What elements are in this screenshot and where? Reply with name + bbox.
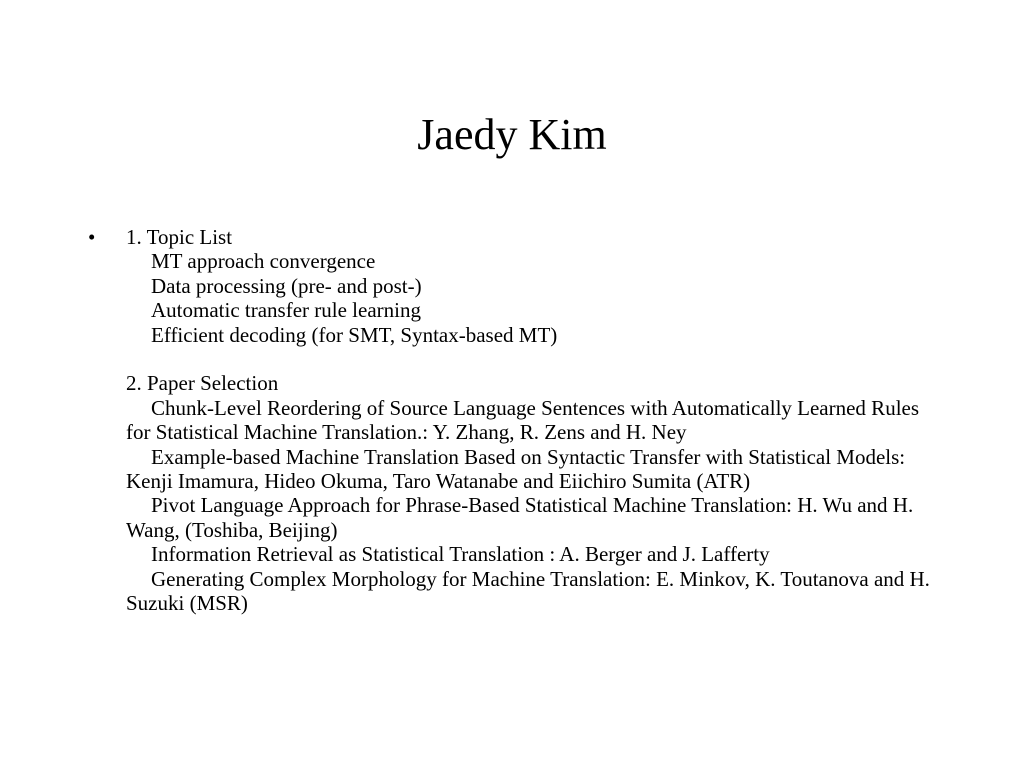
- paper-item: [126, 445, 938, 494]
- paper-selection-heading: 2. Paper Selection: [126, 371, 279, 396]
- slide-body: [126, 225, 938, 615]
- paper-item-text: Example-based Machine Translation Based on Syntactic Transfer with Statistical Models: Kenji Imamura, Hideo Okuma, Taro Watanabe and Eiichiro Sumita (ATR): [126, 444, 906, 494]
- paper-item-text: Generating Complex Morphology for Machine Translation: E. Minkov, K. Toutanova and H. Suzuki (MSR): [126, 566, 930, 616]
- paper-item: [126, 493, 938, 542]
- paper-item: [126, 567, 938, 616]
- paper-item: [126, 542, 938, 566]
- paper-item-text: Pivot Language Approach for Phrase-Based Statistical Machine Translation: H. Wu and H. Wang, (Toshiba, Beijing): [126, 493, 914, 542]
- paper-item-text: Chunk-Level Reordering of Source Language Sentences with Automatically Learned Rules for Statistical Machine Translation.: Y. Zhang, R. Zens and H. Ney: [126, 395, 920, 445]
- topic-item: Data processing (pre- and post-): [151, 273, 422, 298]
- paper-item: [126, 396, 938, 445]
- topic-list-heading: 1. Topic List: [126, 225, 233, 249]
- paper-item-text: Information Retrieval as Statistical Translation : A. Berger and J. Lafferty: [151, 542, 770, 567]
- topic-item: Automatic transfer rule learning: [151, 298, 421, 323]
- slide-title: Jaedy Kim: [417, 110, 607, 159]
- spacer: [126, 347, 938, 371]
- topic-item: MT approach convergence: [151, 249, 376, 274]
- topic-item: Efficient decoding (for SMT, Syntax-based MT): [151, 322, 558, 347]
- bullet-marker: •: [88, 225, 96, 249]
